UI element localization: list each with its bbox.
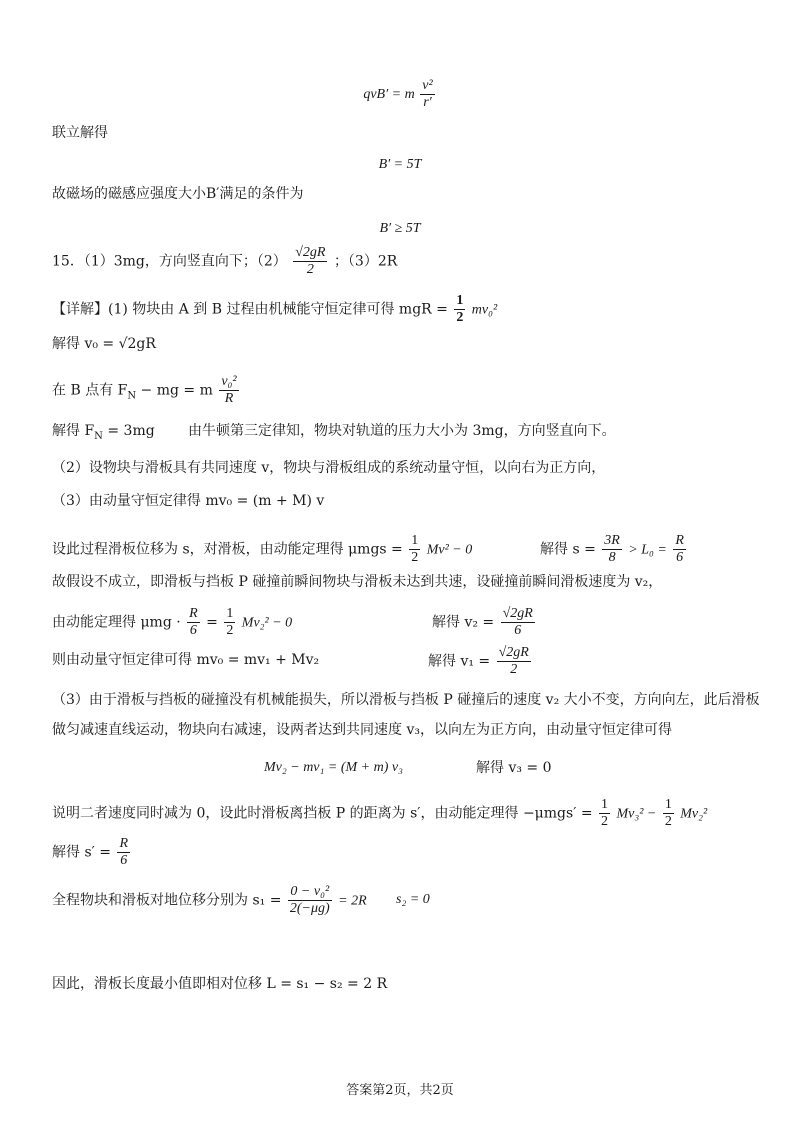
page-footer: 答案第2页，共2页 bbox=[346, 1083, 454, 1098]
fraction bbox=[117, 836, 130, 869]
frac-num: 3R bbox=[602, 533, 622, 550]
fraction bbox=[293, 245, 327, 278]
detail-text: 【详解】(1) 物块由 A 到 B 过程由机械能守恒定律可得 mgR = bbox=[52, 301, 448, 318]
frac-num: √2gR bbox=[497, 645, 531, 662]
text-line: 做匀减速直线运动，物块向右减速，设两者达到共同速度 v₃，以向左为正方向，由动量守恒定律可得 bbox=[52, 722, 672, 738]
frac-num: √2gR bbox=[501, 606, 535, 623]
fraction bbox=[599, 797, 610, 830]
frac-num: 0 − v₀² bbox=[288, 884, 332, 901]
frac-den: 2 bbox=[664, 814, 672, 830]
frac-den: 6 bbox=[676, 550, 684, 566]
eq-text: > L₀ = bbox=[628, 542, 667, 558]
frac-den: 6 bbox=[120, 853, 128, 869]
frac-den: 8 bbox=[608, 550, 616, 566]
frac-den: 6 bbox=[514, 623, 522, 639]
frac-den: 6 bbox=[189, 623, 197, 639]
text-line: 因此，滑板长度最小值即相对位移 L = s₁ − s₂ = 2 R bbox=[52, 976, 388, 992]
equation-line bbox=[52, 836, 132, 869]
equation-b-value: B′ = 5T bbox=[378, 157, 422, 172]
eq-text: 解得 v₁ = bbox=[428, 653, 491, 670]
eq-text: 解得 s′ = bbox=[52, 844, 111, 861]
eq-text: − mg = m bbox=[136, 382, 213, 399]
eq-text: = 3mg bbox=[102, 423, 155, 439]
text-line: （2）设物块与滑板具有共同速度 v，物块与滑板组成的系统动量守恒，以向右为正方向， bbox=[52, 460, 606, 476]
text-line: 故磁场的磁感应强度大小B′满足的条件为 bbox=[52, 186, 304, 202]
equation-line bbox=[52, 797, 707, 830]
equation-line: s₂ = 0 bbox=[396, 892, 430, 907]
eq-text: 说明二者速度同时减为 0，设此时滑板离挡板 P 的距离为 s′，由动能定理得 −μmgs′ = bbox=[52, 805, 593, 822]
fraction bbox=[409, 533, 420, 566]
eq-text: 解得 v₂ = bbox=[432, 614, 495, 631]
equation-line bbox=[52, 533, 472, 566]
fraction bbox=[420, 78, 434, 111]
equation-b-condition: B′ ≥ 5T bbox=[379, 221, 421, 236]
text-line: （3）由动量守恒定律得 mv₀ = (m + M) v bbox=[52, 493, 325, 509]
frac-den: 2 bbox=[411, 550, 419, 566]
frac-num: 1 bbox=[409, 533, 420, 550]
fraction bbox=[663, 797, 674, 830]
fraction bbox=[602, 533, 622, 566]
fraction bbox=[187, 606, 200, 639]
frac-num: R bbox=[117, 836, 130, 853]
eq-text: = 2R bbox=[338, 893, 367, 909]
fraction bbox=[224, 606, 235, 639]
text-line: 解得 v₀ = √2gR bbox=[52, 336, 156, 352]
eq-text: Mv² − 0 bbox=[426, 542, 473, 558]
frac-num: R bbox=[187, 606, 200, 623]
eq-text: = bbox=[206, 614, 218, 631]
equation-line: 在 B 点有 $F_N$ − mg = m $\frac{\text{v₀²}}{R}$ bbox=[52, 374, 237, 407]
frac-den: 2 bbox=[306, 262, 314, 278]
text-line: （3）由于滑板与挡板的碰撞没有机械能损失，所以滑板与挡板 P 碰撞后的速度 v₂ 大小不变，方向向左，此后滑板 bbox=[52, 692, 760, 708]
frac-num: √2gR bbox=[293, 245, 327, 262]
equation-line bbox=[52, 884, 367, 917]
frac-num: 1 bbox=[663, 797, 674, 814]
answer-text: 15．（1）3mg，方向竖直向下；（2） bbox=[52, 253, 287, 270]
equation-qvb bbox=[0, 78, 800, 111]
fraction bbox=[497, 645, 531, 678]
text-line: 解得 $F_N = 3mg$ bbox=[52, 423, 155, 442]
eq-text: 解得 F bbox=[52, 423, 95, 439]
eq-text: 解得 s = bbox=[540, 541, 596, 558]
frac-den: r′ bbox=[423, 95, 432, 111]
frac-den: 2 bbox=[456, 310, 464, 326]
fraction bbox=[501, 606, 535, 639]
equation-line bbox=[540, 533, 688, 566]
frac-den: 2(−μg) bbox=[289, 901, 330, 917]
frac-num: 1 bbox=[599, 797, 610, 814]
detail-line bbox=[52, 293, 497, 326]
text-line: 则由动量守恒定律可得 mv₀ = mv₁ + Mv₂ bbox=[52, 652, 320, 668]
fraction bbox=[288, 884, 332, 917]
frac-num: R bbox=[673, 533, 686, 550]
eq-text: 全程物块和滑板对地位移分别为 s₁ = bbox=[52, 892, 282, 909]
frac-num: v² bbox=[420, 78, 434, 95]
answer-text: ；（3）2R bbox=[333, 253, 398, 270]
equation-line bbox=[432, 606, 537, 639]
frac-den: 2 bbox=[601, 814, 609, 830]
frac-den: 2 bbox=[510, 662, 518, 678]
eq-text: Mv₂² bbox=[680, 806, 708, 822]
eq-text: 由动能定理得 μmg · bbox=[52, 614, 181, 631]
question-15-answer bbox=[52, 245, 397, 278]
text-line: 联立解得 bbox=[52, 125, 108, 141]
fraction bbox=[673, 533, 686, 566]
eq-text: 设此过程滑板位移为 s，对滑板，由动能定理得 μmgs = bbox=[52, 541, 403, 558]
equation-momentum: Mv₂ − mv₁ = (M + m) v₃ bbox=[264, 760, 403, 775]
detail-text: mv₀² bbox=[471, 302, 498, 318]
frac-num: v₀² bbox=[219, 374, 238, 391]
eq-text: Mv₃² − bbox=[616, 806, 657, 822]
equation-result: 解得 v₃ = 0 bbox=[476, 760, 552, 776]
frac-den: 2 bbox=[226, 623, 234, 639]
frac-num: 1 bbox=[454, 293, 465, 310]
text-line: 故假设不成立，即滑板与挡板 P 碰撞前瞬间物块与滑板未达到共速，设碰撞前瞬间滑板速度为 v₂， bbox=[52, 574, 663, 590]
fraction bbox=[219, 374, 238, 407]
equation-line bbox=[428, 645, 533, 678]
frac-num: 1 bbox=[224, 606, 235, 623]
eq-text: Mv₂² − 0 bbox=[241, 615, 293, 631]
eq-text: 在 B 点有 F bbox=[52, 382, 128, 399]
text-line: 由牛顿第三定律知，物块对轨道的压力大小为 3mg，方向竖直向下。 bbox=[188, 423, 616, 439]
frac-den: R bbox=[224, 391, 234, 407]
equation-line bbox=[52, 606, 292, 639]
eq-text: qvB′ = m bbox=[363, 86, 415, 102]
fraction bbox=[454, 293, 465, 326]
